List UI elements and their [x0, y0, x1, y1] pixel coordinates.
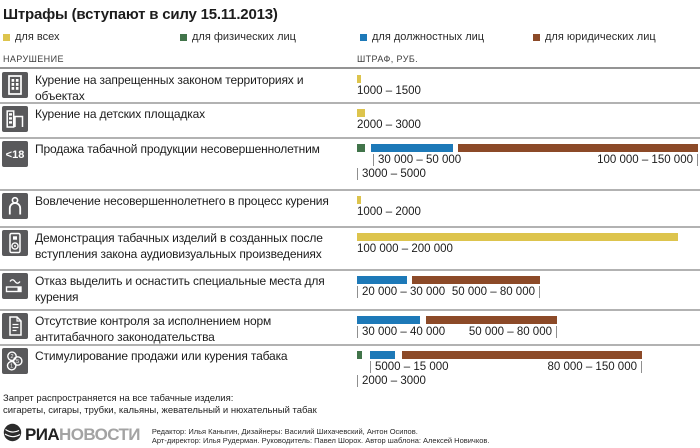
fine-range-bar-officials — [370, 351, 395, 359]
legend-item-legal — [533, 31, 656, 43]
legend-item-all — [3, 31, 59, 43]
violation-text: Продажа табачной продукции несовершеннолетним — [35, 142, 320, 156]
bar-line — [357, 108, 698, 119]
fine-range-label: 20 000 – 30 000 — [357, 286, 445, 298]
svg-text:5: 5 — [16, 359, 20, 365]
violation-icon-cell — [2, 271, 35, 309]
violation-icon-cell — [2, 311, 35, 344]
fine-range-label: 1000 – 1500 — [357, 85, 421, 97]
footnote — [3, 393, 317, 416]
fine-range-bar-legal — [426, 316, 557, 324]
bar-line — [357, 315, 698, 326]
fine-range-bar-officials — [371, 144, 453, 152]
fine-bars-cell — [357, 271, 698, 309]
legend-item-officials — [360, 31, 484, 43]
fine-range-bar-all — [357, 196, 361, 204]
credits-line-2: Арт-директор: Илья Рудерман. Руководитель: Павел Шорох. Автор шаблона: Алексей Новичков. — [151, 436, 490, 445]
footnote-line-2: сигареты, сигары, трубки, кальяны, жевательный и нюхательный табак — [3, 404, 317, 416]
cigarette-icon — [2, 273, 28, 299]
page-title: Штрафы (вступают в силу 15.11.2013) — [3, 6, 278, 23]
fine-range-label: 30 000 – 50 000 — [373, 154, 461, 166]
column-header-fine: ШТРАФ, РУБ. — [357, 54, 419, 64]
legend-swatch-icon — [360, 34, 367, 41]
violation-icon-cell — [2, 228, 35, 269]
bar-label-line — [357, 243, 698, 257]
fine-range-label: 50 000 – 80 000 — [452, 286, 540, 298]
legend-label: для должностных лиц — [372, 31, 485, 43]
fine-range-bar-legal — [458, 144, 698, 152]
fine-range-bar-individuals — [357, 144, 365, 152]
violation-icon-cell — [2, 191, 35, 226]
bar-label-line — [357, 85, 698, 99]
fine-range-bar-all — [357, 109, 365, 117]
fine-bars-cell — [357, 346, 698, 390]
fine-range-label: 30 000 – 40 000 — [357, 326, 445, 338]
fine-bars-cell — [357, 104, 698, 137]
table-row — [0, 104, 700, 139]
violation-icon-cell — [2, 70, 35, 102]
bar-line — [357, 143, 698, 154]
under-18-icon — [2, 141, 28, 167]
column-headers — [0, 54, 700, 66]
fine-range-bar-all — [357, 233, 678, 241]
fine-range-label: 80 000 – 150 000 — [547, 361, 642, 373]
legend-swatch-icon — [3, 34, 10, 41]
logo-text-novosti: НОВОСТИ — [59, 425, 140, 444]
fine-range-label: 50 000 – 80 000 — [469, 326, 557, 338]
fine-range-bar-legal — [402, 351, 642, 359]
violation-text: Отсутствие контроля за исполнением норм антитабачного законодательства — [35, 314, 272, 344]
violation-text: Курение на запрещенных законом территориях и объектах — [35, 73, 304, 103]
fine-range-label: 1000 – 2000 — [357, 206, 421, 218]
city-buildings-icon — [2, 106, 28, 132]
violation-icon-cell — [2, 139, 35, 189]
fine-range-label: 100 000 – 150 000 — [597, 154, 698, 166]
fine-range-label: 100 000 – 200 000 — [357, 243, 453, 255]
table-row — [0, 191, 700, 228]
bar-label-line — [357, 206, 698, 220]
bar-label-line — [357, 168, 698, 182]
fine-range-bar-officials — [357, 316, 420, 324]
svg-text:<18: <18 — [5, 149, 25, 162]
violation-icon-cell — [2, 346, 35, 390]
svg-text:1: 1 — [10, 363, 14, 370]
legend-label: для юридических лиц — [545, 31, 656, 43]
legend-item-individuals — [180, 31, 296, 43]
table-row — [0, 228, 700, 271]
person-icon — [2, 193, 28, 219]
bar-label-line — [357, 286, 698, 300]
ria-novosti-logo — [3, 423, 140, 447]
legend-label: для всех — [15, 31, 60, 43]
fine-bars-cell — [357, 70, 698, 102]
bar-label-line — [357, 326, 698, 340]
violations-table — [0, 70, 700, 390]
logo-text-ria: РИА — [25, 425, 60, 444]
fine-bars-cell — [357, 311, 698, 344]
building-windows-icon — [2, 72, 28, 98]
legend-label: для физических лиц — [192, 31, 296, 43]
table-row — [0, 70, 700, 104]
violation-text: Курение на детских площадках — [35, 107, 205, 121]
bar-line — [357, 74, 698, 85]
svg-text:2: 2 — [10, 354, 14, 361]
fine-range-label: 5000 – 15 000 — [370, 361, 449, 373]
bar-line — [357, 275, 698, 286]
fine-range-bar-individuals — [357, 351, 362, 359]
credits — [152, 423, 490, 445]
audiovisual-player-icon — [2, 230, 28, 256]
fine-bars-cell — [357, 191, 698, 226]
bar-label-line — [357, 361, 698, 375]
fine-range-bar-officials — [357, 276, 407, 284]
fine-range-label: 3000 – 5000 — [357, 168, 426, 180]
globe-icon — [3, 423, 22, 447]
credits-line-1: Редактор: Илья Каныгин, Дизайнеры: Василий Шихачевский, Антон Осипов. — [151, 427, 418, 436]
footer — [3, 423, 489, 447]
bar-label-line — [357, 154, 698, 168]
fine-bars-cell — [357, 139, 698, 189]
fine-range-bar-all — [357, 75, 361, 83]
table-row — [0, 346, 700, 390]
fine-range-label: 2000 – 3000 — [357, 375, 426, 387]
bar-label-line — [357, 119, 698, 133]
bar-label-line — [357, 375, 698, 389]
document-icon — [2, 313, 28, 339]
fine-bars-cell — [357, 228, 698, 269]
bar-line — [357, 232, 698, 243]
column-header-violation: НАРУШЕНИЕ — [3, 54, 64, 64]
fine-range-label: 2000 – 3000 — [357, 119, 421, 131]
violation-icon-cell — [2, 104, 35, 137]
table-row — [0, 311, 700, 346]
legend — [0, 31, 700, 44]
bar-line — [357, 350, 698, 361]
bar-line — [357, 195, 698, 206]
table-row — [0, 271, 700, 311]
header-divider — [0, 67, 700, 69]
legend-swatch-icon — [533, 34, 540, 41]
coins-icon — [2, 348, 28, 374]
violation-text: Вовлечение несовершеннолетнего в процесс курения — [35, 194, 329, 208]
violation-text: Стимулирование продажи или курения табака — [35, 349, 288, 363]
fine-range-bar-legal — [412, 276, 540, 284]
violation-text: Отказ выделить и оснастить специальные места для курения — [35, 274, 325, 304]
legend-swatch-icon — [180, 34, 187, 41]
violation-text: Демонстрация табачных изделий в созданных после вступления закона аудиовизуальных произведениях — [35, 231, 323, 261]
footnote-line-1: Запрет распространяется на все табачные изделия: — [3, 393, 234, 404]
table-row — [0, 139, 700, 191]
